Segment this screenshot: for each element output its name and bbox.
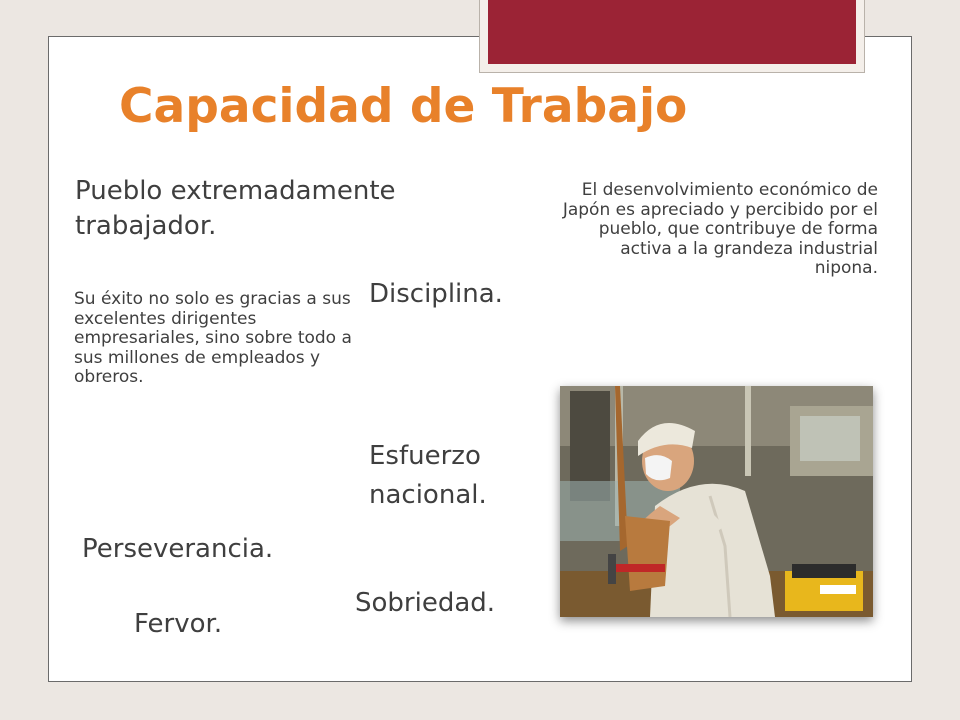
accent-tab-fill [488, 0, 856, 64]
lead-text: Pueblo extremadamente trabajador. [75, 176, 396, 241]
keyword-esfuerzo: Esfuerzo nacional. [369, 441, 487, 510]
worker-photo [560, 386, 873, 617]
body-text: Su éxito no solo es gracias a sus excelentes dirigentes empresariales, sino sobre todo a sus millones de empleados y obreros. [74, 289, 352, 388]
slide-title: Capacidad de Trabajo [119, 79, 688, 134]
right-text: El desenvolvimiento económico de Japón es apreciado y percibido por el pueblo, que contribuye de forma activa a la grandeza industrial nipona. [562, 180, 878, 279]
accent-tab [479, 0, 865, 73]
keyword-perseverancia: Perseverancia. [82, 534, 274, 564]
keyword-disciplina: Disciplina. [369, 279, 503, 309]
keyword-fervor: Fervor. [134, 609, 223, 639]
keyword-sobriedad: Sobriedad. [355, 588, 496, 618]
